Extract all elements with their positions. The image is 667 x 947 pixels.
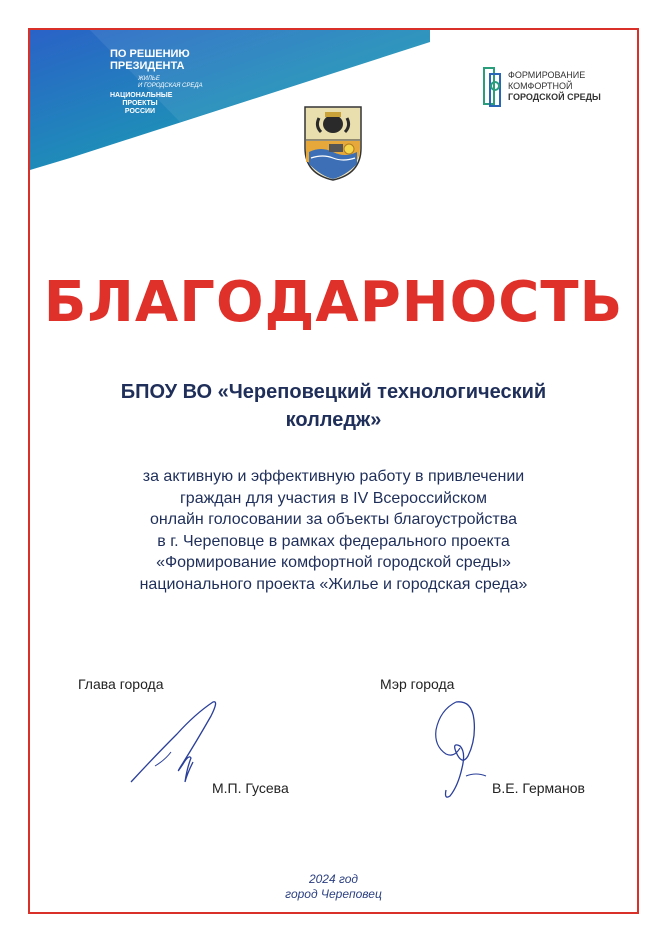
right-signer-name: В.Е. Германов xyxy=(492,780,585,796)
organization-name xyxy=(60,378,607,434)
body-line-1: за активную и эффективную работу в привлечении xyxy=(142,468,525,485)
coat-of-arms-icon xyxy=(301,104,365,182)
ffgs-logo-line-2: КОМФОРТНОЙ xyxy=(508,81,573,91)
banner-line-3: ЖИЛЬЕ xyxy=(138,76,160,82)
right-signer-role: Мэр города xyxy=(380,676,455,692)
banner-line-4: И ГОРОДСКАЯ СРЕДА xyxy=(138,83,203,89)
left-signer-role: Глава города xyxy=(78,676,164,692)
banner-line-1: ПО РЕШЕНИЮ xyxy=(110,48,190,60)
banner-line-6: ПРОЕКТЫ xyxy=(122,100,158,107)
banner-shape xyxy=(30,30,430,170)
banner-line-5: НАЦИОНАЛЬНЫЕ xyxy=(110,92,173,99)
banner-line-7: РОССИИ xyxy=(124,108,156,115)
ffgs-logo xyxy=(482,64,622,112)
footer-city: город Череповец xyxy=(285,887,382,901)
body-line-3: онлайн голосовании за объекты благоустройства xyxy=(150,511,517,528)
ffgs-logo-icon xyxy=(482,64,504,108)
banner-line-2: ПРЕЗИДЕНТА xyxy=(110,60,185,72)
ffgs-logo-line-3: ГОРОДСКОЙ СРЕДЫ xyxy=(508,92,601,102)
body-line-2: граждан для участия в IV Всероссийском xyxy=(179,489,488,507)
ffgs-logo-line-1: ФОРМИРОВАНИЕ xyxy=(508,70,586,80)
body-line-5: «Формирование комфортной городской среды» xyxy=(156,554,511,571)
national-projects-banner xyxy=(30,30,430,170)
certificate-title: БЛАГОДАРНОСТЬ xyxy=(43,270,624,335)
organization-line-1: БПОУ ВО «Череповецкий технологический xyxy=(120,381,547,403)
footer-year: 2024 год xyxy=(308,872,359,886)
organization-line-2: колледж» xyxy=(285,409,382,431)
body-line-4: в г. Череповце в рамках федерального проекта xyxy=(157,532,510,550)
body-line-6: национального проекта «Жилье и городская среда» xyxy=(139,575,528,593)
certificate-body xyxy=(60,466,607,595)
left-signer-name: М.П. Гусева xyxy=(212,780,289,796)
